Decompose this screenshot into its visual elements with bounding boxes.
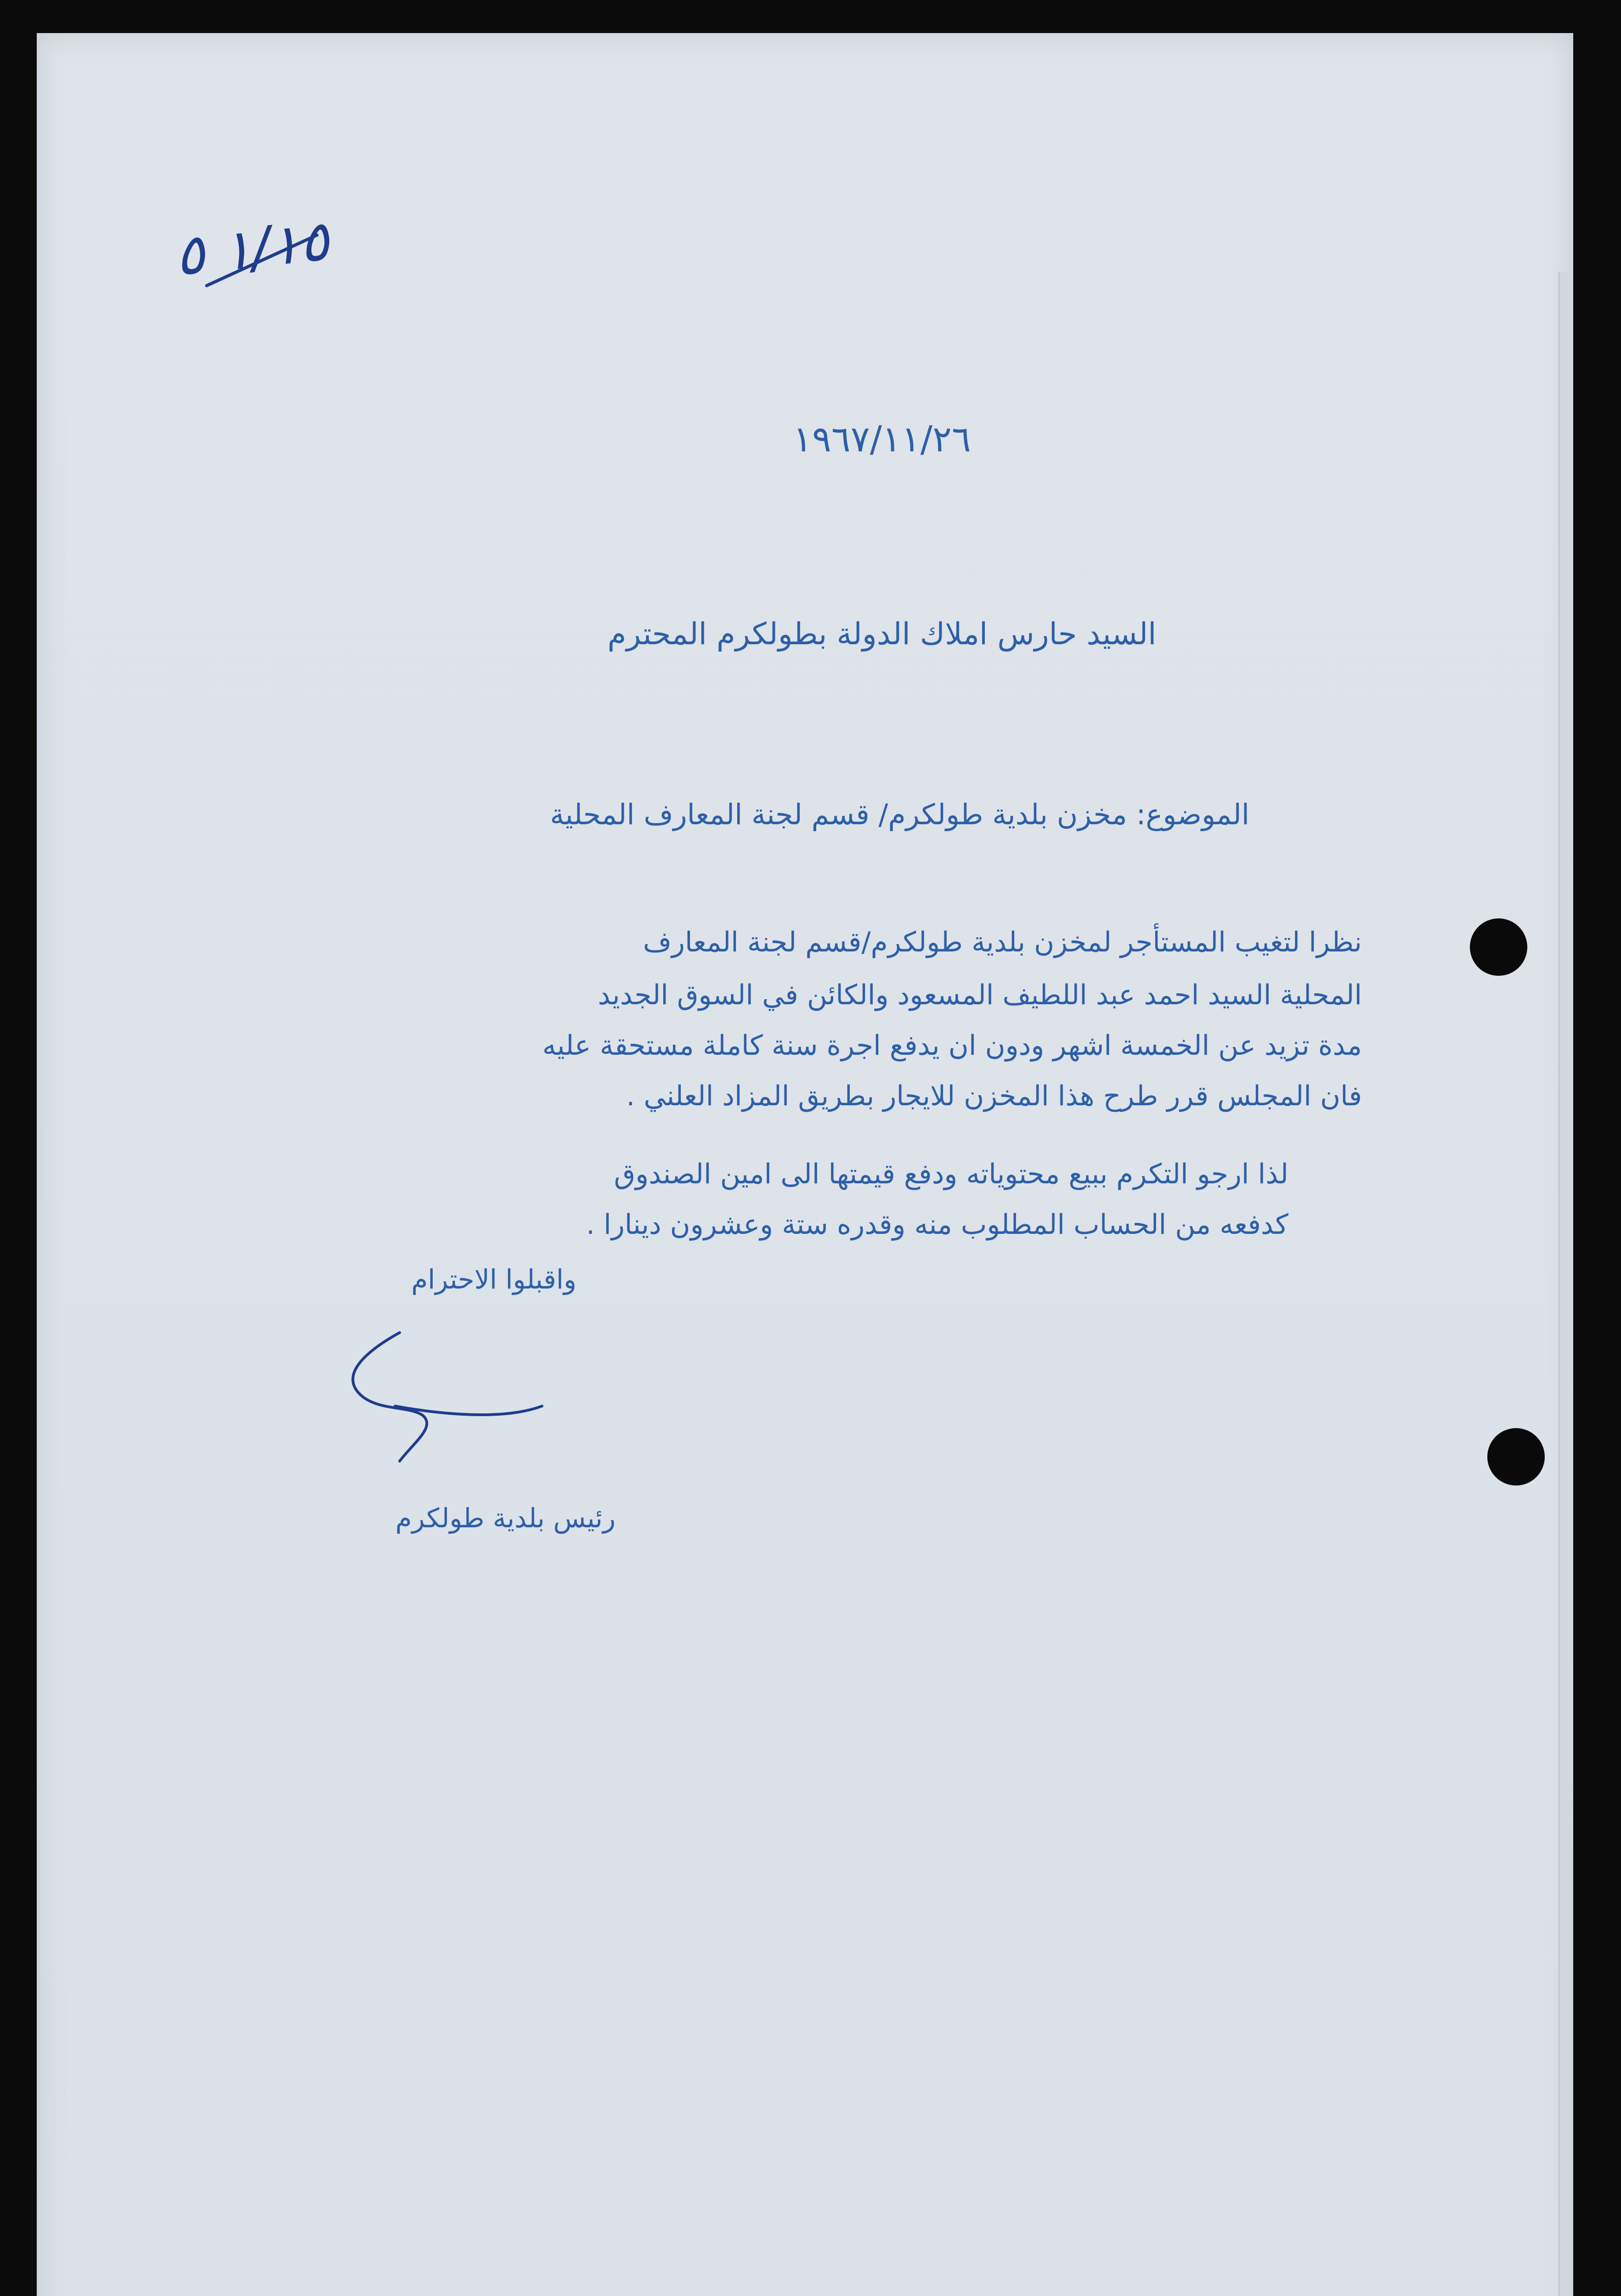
- paper-edge: [1559, 272, 1568, 2296]
- letter-date: ١٩٦٧/١١/٢٦: [793, 419, 971, 460]
- body-paragraph-1-line: نظرا لتغيب المستأجر لمخزن بلدية طولكرم/قسم لجنة المعارف: [643, 926, 1362, 958]
- body-paragraph-1-line: فان المجلس قرر طرح هذا المخزن للايجار بطريق المزاد العلني .: [626, 1080, 1362, 1112]
- punch-hole: [1487, 1428, 1545, 1486]
- body-paragraph-2-line: كدفعه من الحساب المطلوب منه وقدره ستة وعشرون دينارا .: [586, 1209, 1288, 1241]
- handwritten-reference-note: ١/١٥ ٥: [171, 208, 332, 289]
- body-paragraph-1-line: المحلية السيد احمد عبد اللطيف المسعود والكائن في السوق الجديد: [598, 979, 1362, 1011]
- signatory-title: رئيس بلدية طولكرم: [395, 1503, 616, 1534]
- subject-line: الموضوع: مخزن بلدية طولكرم/ قسم لجنة المعارف المحلية: [550, 798, 1249, 831]
- closing-line: واقبلوا الاحترام: [411, 1264, 576, 1295]
- handwritten-underline-stroke: [202, 226, 322, 290]
- body-paragraph-2-line: لذا ارجو التكرم ببيع محتوياته ودفع قيمتها الى امين الصندوق: [614, 1158, 1288, 1190]
- letter-sheet: [37, 33, 1573, 2296]
- handwritten-signature: [331, 1328, 570, 1466]
- punch-hole: [1470, 918, 1527, 976]
- body-paragraph-1-line: مدة تزيد عن الخمسة اشهر ودون ان يدفع اجرة سنة كاملة مستحقة عليه: [542, 1030, 1362, 1062]
- addressee-line: السيد حارس املاك الدولة بطولكرم المحترم: [607, 616, 1157, 652]
